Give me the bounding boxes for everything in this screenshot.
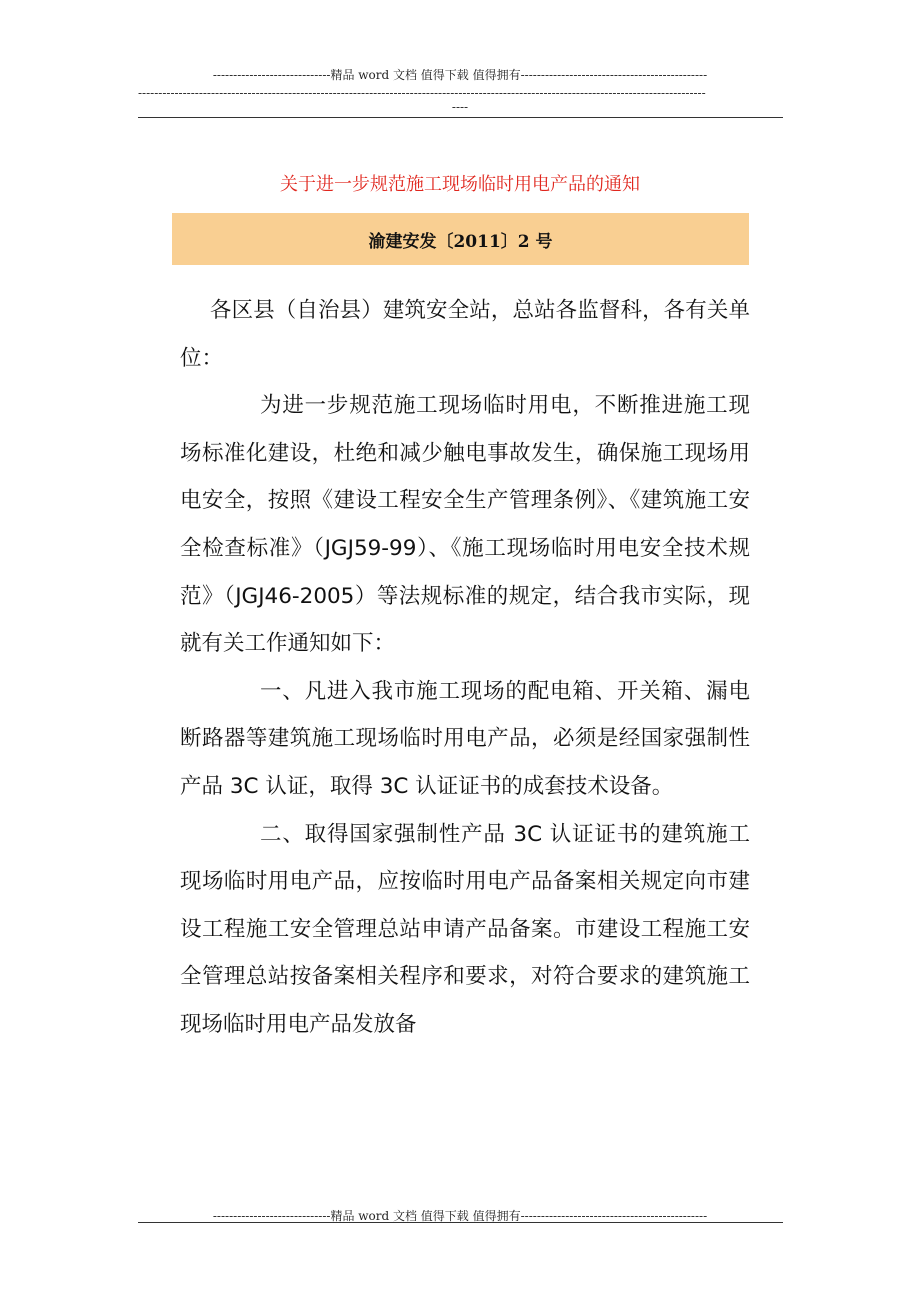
header-banner: -----------------------------精品 word 文档 值得下载 值得拥有----------------------------------------------: [212, 68, 708, 82]
header-dash-tail: ----: [451, 100, 469, 114]
paragraph-item-1: 一、凡进入我市施工现场的配电箱、开关箱、漏电断路器等建筑施工现场临时用电产品，必须是经国家强制性产品 3C 认证，取得 3C 认证证书的成套技术设备。: [180, 678, 750, 799]
document-body: [180, 287, 750, 1167]
salutation: 各区县（自治县）建筑安全站，总站各监督科，各有关单位：: [180, 298, 750, 371]
header-dash-line: --------------------------------------------------------------------------------------------------------------------------------------------: [138, 86, 706, 100]
document-title: 关于进一步规范施工现场临时用电产品的通知: [280, 174, 640, 195]
document-number-banner: [172, 213, 749, 265]
footer-banner: -----------------------------精品 word 文档 值得下载 值得拥有----------------------------------------------: [212, 1209, 708, 1223]
document-number: 渝建安发〔2011〕2 号: [368, 231, 553, 252]
header-rule: [138, 117, 783, 118]
paragraph-item-2: 二、取得国家强制性产品 3C 认证证书的建筑施工现场临时用电产品，应按临时用电产品备案相关规定向市建设工程施工安全管理总站申请产品备案。市建设工程施工安全管理总站按备案相关程序和要求，对符合要求的建筑施工现场临时用电产品发放备: [180, 821, 750, 1037]
paragraph-intro: 为进一步规范施工现场临时用电，不断推进施工现场标准化建设，杜绝和减少触电事故发生，确保施工现场用电安全，按照《建设工程安全生产管理条例》、《建筑施工安全检查标准》（JGJ59-99）、《施工现场临时用电安全技术规范》（JGJ46-2005）等法规标准的规定，结合我市实际，现就有关工作通知如下：: [180, 393, 750, 657]
footer-rule: [138, 1222, 783, 1223]
